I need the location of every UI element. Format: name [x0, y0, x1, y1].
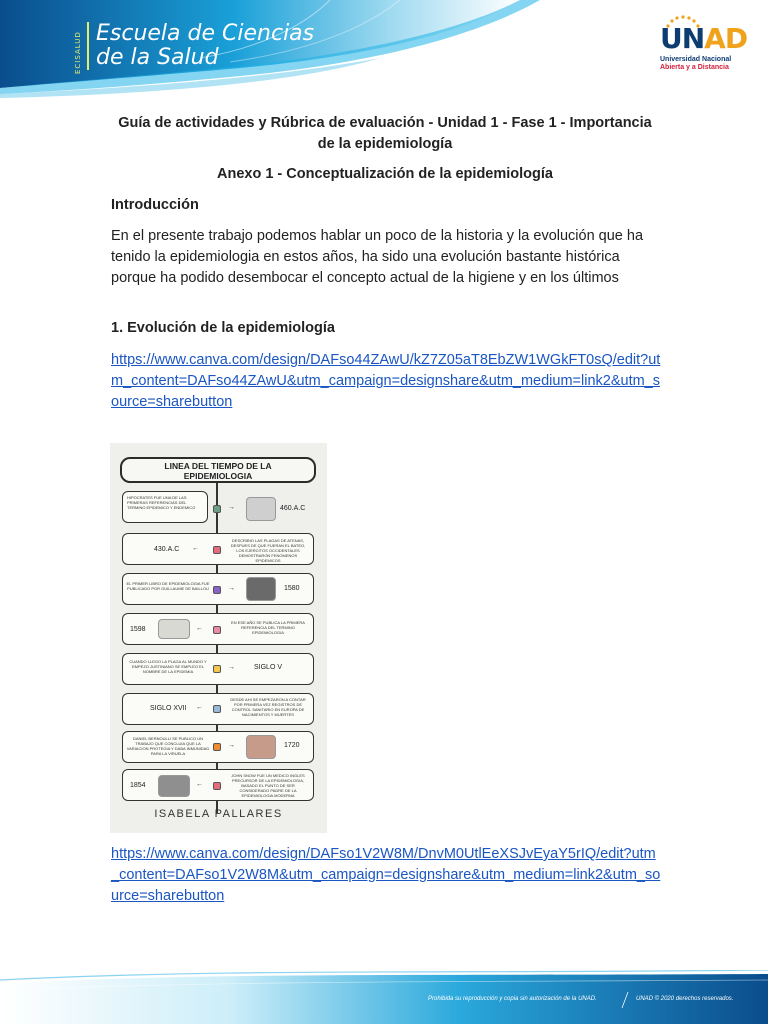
- school-title-line-1: Escuela de Ciencias: [96, 21, 315, 46]
- arrow-right-icon: →: [228, 585, 235, 592]
- timeline-year: 460.A.C: [280, 505, 306, 512]
- arrow-right-icon: →: [228, 664, 235, 671]
- timeline-year: SIGLO XVII: [150, 705, 187, 712]
- intro-paragraph: En el presente trabajo podemos hablar un poco de la historia y la evolución que ha tenido la epidemiologia en estos años, ha sido una evolución bastante histórica porque ha podido desembocar el concepto actual de la higiene y en los últimos: [111, 228, 644, 286]
- logo-wordmark: UNAD: [660, 22, 748, 55]
- arrow-left-icon: ←: [196, 781, 203, 788]
- book-image: [246, 577, 276, 601]
- timeline-node: [213, 626, 221, 634]
- annex-title: Anexo 1 - Conceptualización de la epidemiología: [217, 166, 553, 182]
- infographic-author: ISABELA PALLARES: [154, 808, 283, 820]
- school-title-line-2: de la Salud: [96, 45, 219, 70]
- arrow-right-icon: →: [228, 742, 235, 749]
- timeline-text: DANIEL BERNOULLI SE PUBLICO UN TRABAJO QUE CONCLUIA QUE LA VARIACION PROTEGIA Y DABA INMUNIDAD PARA LA VIRUELA: [126, 736, 210, 756]
- portrait-image: [246, 735, 276, 759]
- arrow-left-icon: ←: [192, 545, 199, 552]
- portrait-image: [158, 775, 190, 797]
- school-title: [96, 22, 314, 70]
- logo-subtitle: Universidad Nacional Abierta y a Distancia: [660, 56, 732, 71]
- infographic-title: LINEA DEL TIEMPO DE LA EPIDEMIOLOGIA: [120, 457, 316, 483]
- timeline-node: [213, 705, 221, 713]
- timeline-card: HIPOCRATES FUE UNA DE LAS PRIMERAS REFERENCIAS DEL TERMINO EPIDEMICO Y ENDEMICO: [122, 491, 208, 523]
- timeline-text: DESCRIBIO LAS PLAGAS DE ATENAS, DESPUES DE QUE FUERAN EL BATEO, LOS EJERCITOS OCCIDENTALES DEMOSTRARON FENOMENOS EPIDEMICOS: [230, 538, 306, 563]
- timeline-node: [213, 586, 221, 594]
- timeline-node: [213, 665, 221, 673]
- section-heading: 1. Evolución de la epidemiología: [111, 320, 335, 336]
- timeline-year: 1854: [130, 782, 146, 789]
- timeline-node: [213, 546, 221, 554]
- arrow-left-icon: ←: [196, 625, 203, 632]
- timeline-year: SIGLO V: [254, 664, 283, 671]
- canva-link-2[interactable]: https://www.canva.com/design/DAFso1V2W8M/DnvM0UtlEeXSJvEyaY5rIQ/edit?utm_content=DAFso1V2W8M&utm_campaign=designshare&utm_medium=link2&utm_source=sharebutton: [111, 846, 661, 904]
- canva-link-1[interactable]: https://www.canva.com/design/DAFso44ZAwU/kZ7Z05aT8EbZW1WGkFT0sQ/edit?utm_content=DAFso44ZAwU&utm_campaign=designshare&utm_medium=link2&utm_source=sharebutton: [111, 352, 661, 410]
- timeline-year: 1580: [284, 585, 300, 592]
- timeline-node: [213, 505, 221, 513]
- timeline-text: EL PRIMER LIBRO DE EPIDEMIOLOGIA FUE PUBLICADO POR GUILLAUME DE BAILLOU: [126, 581, 210, 591]
- timeline-node: [213, 743, 221, 751]
- timeline-text: JOHN SNOW FUE UN MEDICO INGLES PRECURSOR DE LA EPIDEMIOLOGIA, BASADO EL PUNTO DE SER CONSIDERADO PADRE DE LA EPIDEMIOLOGIA MODERNA: [231, 773, 305, 798]
- document-title: Guía de actividades y Rúbrica de evaluación - Unidad 1 - Fase 1 - Importancia de la epidemiología: [118, 115, 652, 152]
- timeline-year: 430.A.C: [154, 546, 180, 553]
- page-header: [0, 0, 768, 100]
- unad-logo: [660, 16, 750, 80]
- timeline-text: EN ESE AÑO SE PUBLICA LA PRIMERA REFERENCIA DEL TERMINO EPIDEMIOLOGIA: [231, 620, 305, 635]
- timeline-text: CUANDO LLEGO LA PLAGA AL MUNDO Y EMPEZO JUSTINIANO SE EMPLEO EL NOMBRE DE LA EPIDEMIA: [129, 659, 207, 674]
- school-divider: [87, 22, 89, 70]
- timeline-year: 1598: [130, 626, 146, 633]
- footer-notice: Prohibida su reproducción y copia sin autorización de la UNAD.: [428, 996, 597, 1002]
- intro-heading: Introducción: [111, 197, 199, 213]
- timeline-year: 1720: [284, 742, 300, 749]
- school-vertical-label: ECISALUD: [74, 31, 82, 74]
- footer-copyright: UNAD © 2020 derechos reservados.: [636, 996, 734, 1002]
- arrow-left-icon: ←: [196, 704, 203, 711]
- portrait-image: [246, 497, 276, 521]
- timeline-node: [213, 782, 221, 790]
- arrow-right-icon: →: [228, 504, 235, 511]
- document-image: [158, 619, 190, 639]
- timeline-infographic: [110, 443, 327, 833]
- timeline-text: DESDE AHI SE EMPEZARON A CONTAR POR PRIMERA VEZ REGISTROS DE CONTROL SANITARIO EN EUROPA DE NACIMIENTOS Y MUERTES: [230, 697, 306, 717]
